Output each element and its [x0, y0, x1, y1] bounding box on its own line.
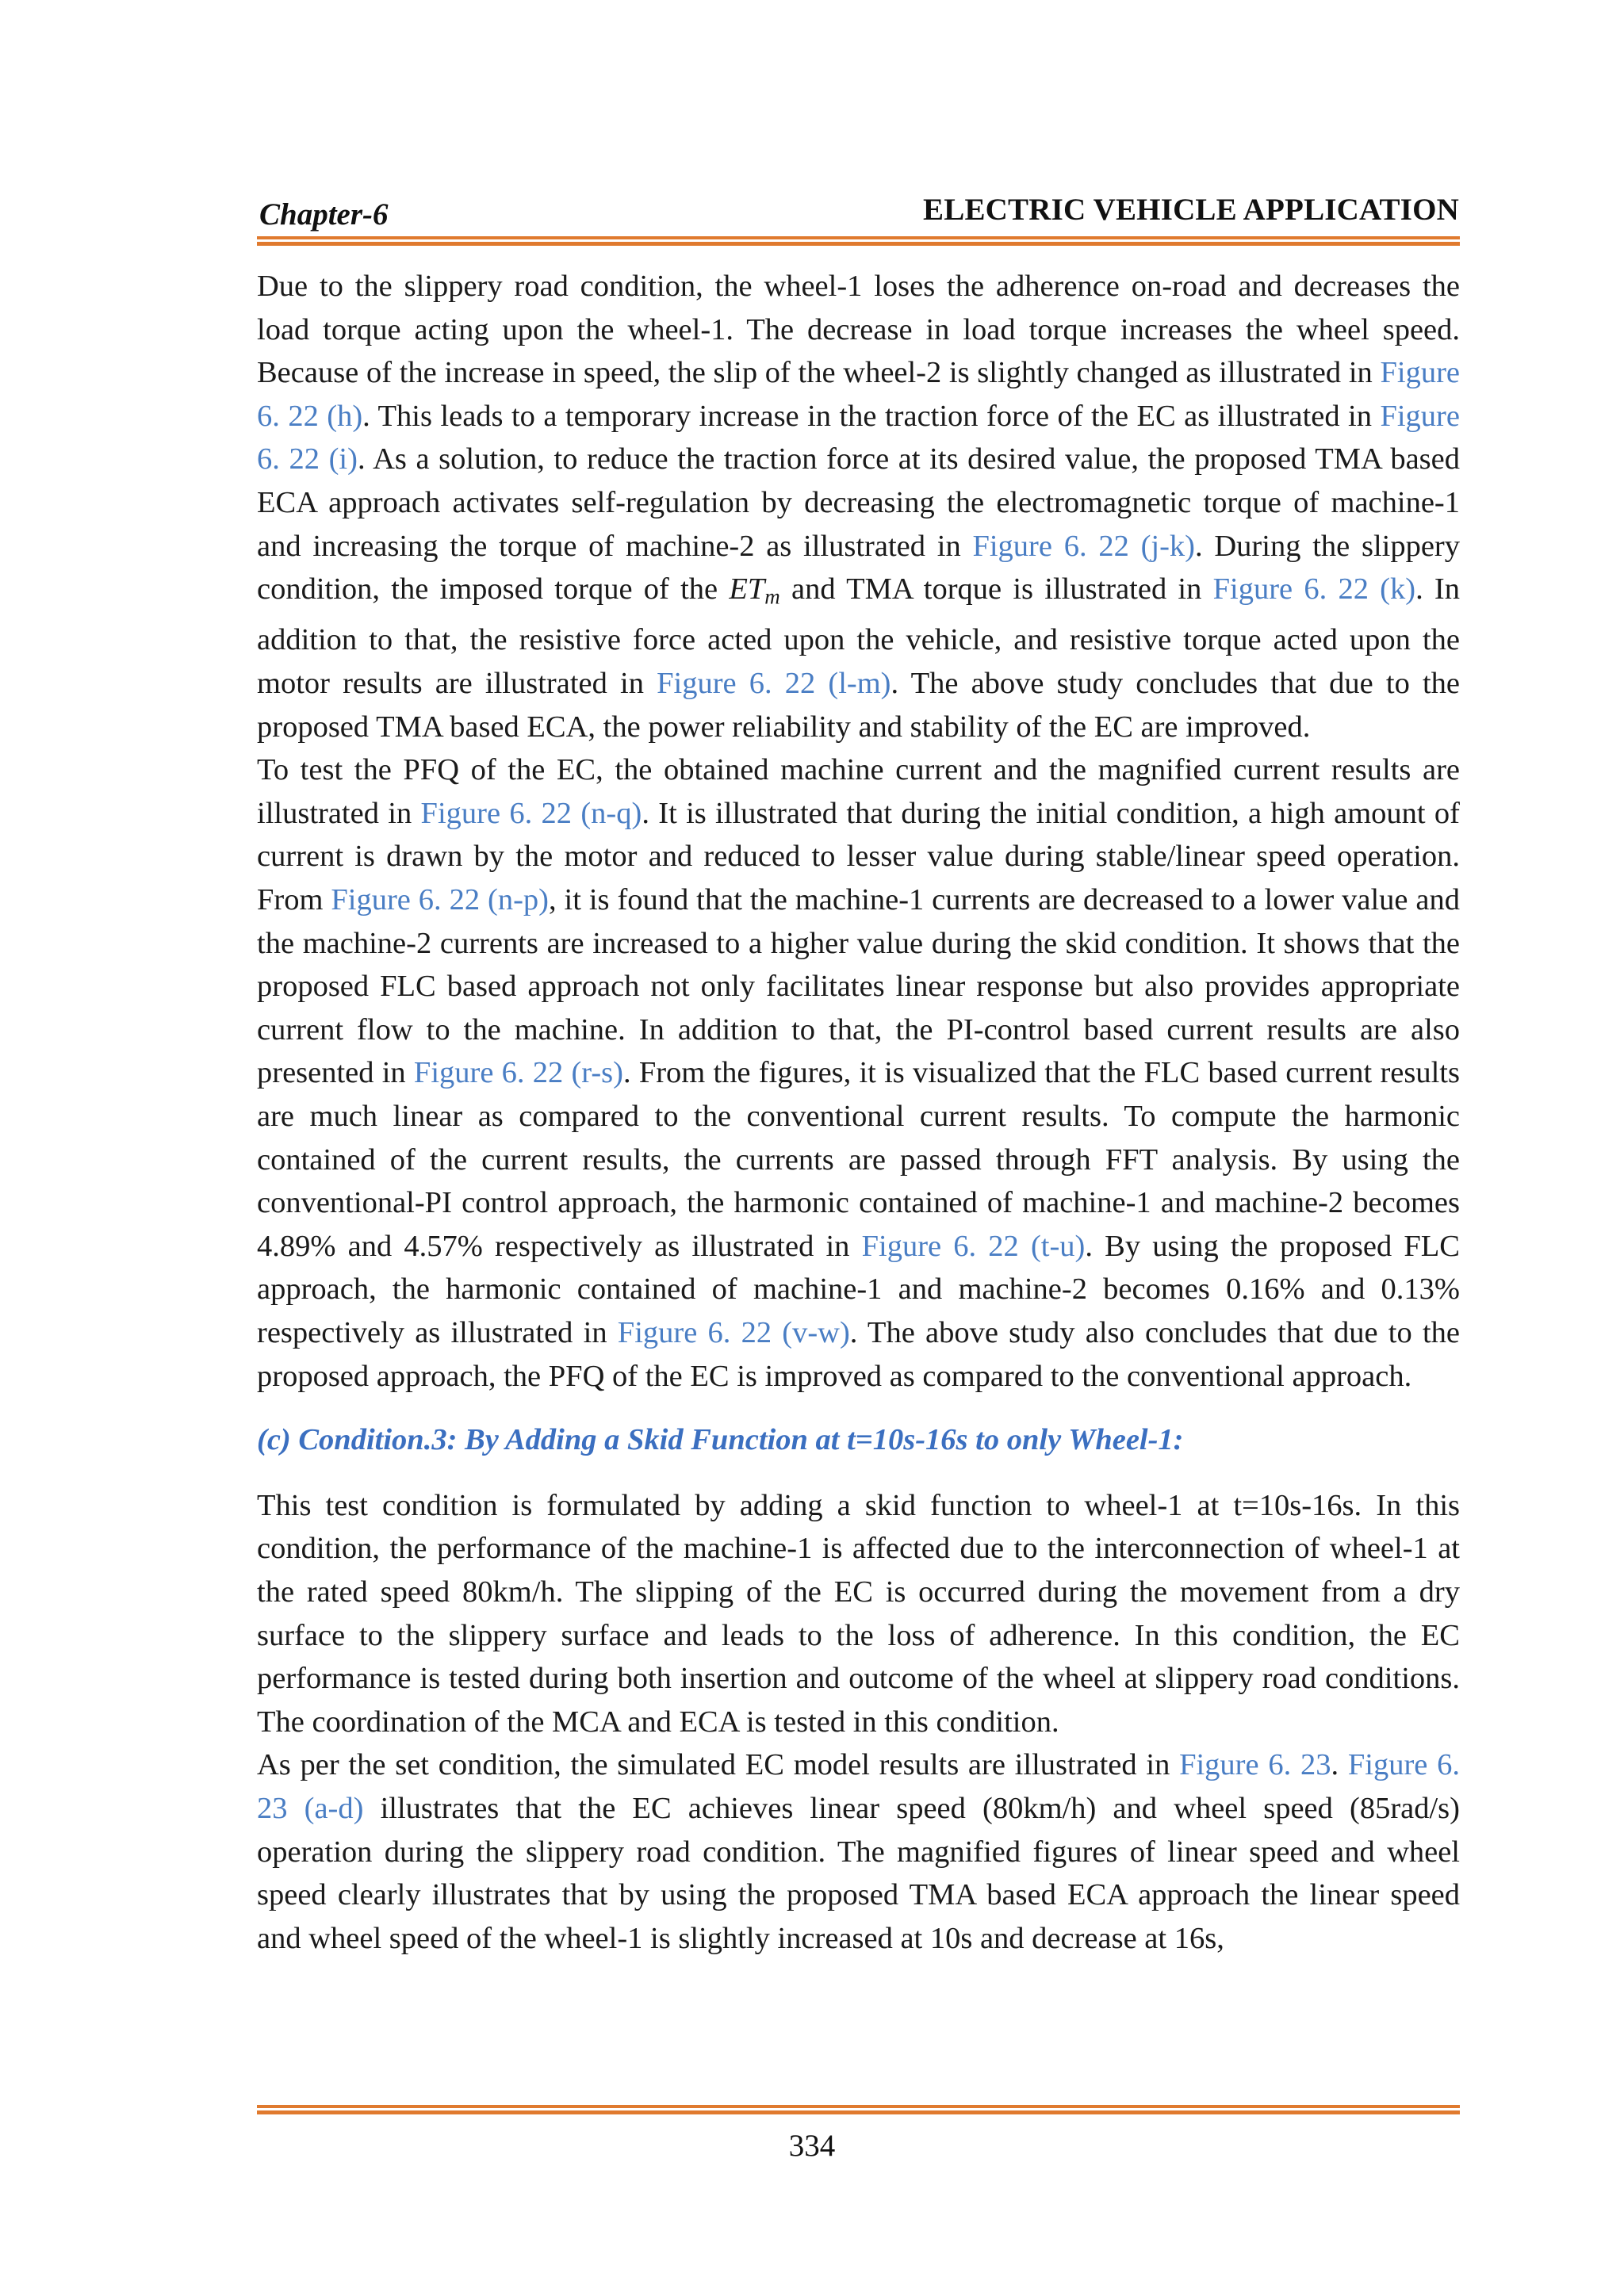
figure-link[interactable]: Figure 6. 22 (t-u): [861, 1229, 1086, 1263]
text-run: .: [1331, 1748, 1348, 1782]
page-body: [257, 265, 1460, 1960]
text-run: . As a solution, to reduce the traction force at its desired value, the proposed TMA based ECA approach activates self-regulation by decreasing the electromagnetic torque of machine-1 and increasing the torque of machine-2 as illustrated in: [257, 442, 1460, 563]
text-run: . The above study concludes that due to the proposed TMA based ECA, the power reliability and stability of the EC are improved.: [257, 667, 1461, 744]
text-run: As per the set condition, the simulated EC model results are illustrated in: [257, 1748, 1180, 1782]
paragraph: [257, 1484, 1460, 1744]
figure-link[interactable]: Figure 6. 22 (n-q): [420, 796, 642, 830]
text-run: . This leads to a temporary increase in the traction force of the EC as illustrated in: [362, 399, 1381, 433]
text-run: , it is found that the machine-1 currents are decreased to a lower value and the machine-2 currents are increased to a higher value during the skid condition. It shows that the proposed FLC based approach not only facilitates linear response but also provides appropriate current flow to the machine. In addition to that, the PI-control based current results are also presented in: [257, 883, 1461, 1090]
text-run: Due to the slippery road condition, the wheel-1 loses the adherence on-road and decreases the load torque acting upon the wheel-1. The decrease in load torque increases the wheel speed. Because of the increase in speed, the slip of the wheel-2 is slightly changed as illustrated in: [257, 270, 1460, 390]
paragraph: [257, 748, 1460, 1398]
text-run: . By using the proposed FLC approach, the harmonic contained of machine-1 and machine-2 becomes 0.16% and 0.13% respectively as illustrated in: [257, 1229, 1460, 1349]
figure-link[interactable]: Figure 6. 22 (i): [257, 399, 1460, 476]
chapter-title: ELECTRIC VEHICLE APPLICATION: [923, 193, 1459, 227]
footer-divider: [257, 2105, 1460, 2114]
text-run: and TMA torque is illustrated in: [779, 572, 1213, 607]
text-run: . The above study also concludes that due to the proposed approach, the PFQ of the EC is improved as compared to the conventional approach.: [257, 1315, 1460, 1393]
text-run: . During the slippery condition, the imposed torque of the: [257, 529, 1461, 607]
figure-link[interactable]: Figure 6. 22 (n-p): [331, 883, 549, 917]
paragraph: [257, 1743, 1460, 1960]
figure-link[interactable]: Figure 6. 22 (l-m): [657, 667, 891, 701]
figure-link[interactable]: Figure 6. 23: [1179, 1748, 1331, 1782]
text-run: . In addition to that, the resistive force acted upon the vehicle, and resistive torque acted upon the motor results are illustrated in: [257, 572, 1460, 701]
figure-link[interactable]: Figure 6. 22 (k): [1212, 572, 1416, 607]
text-run: illustrates that the EC achieves linear speed (80km/h) and wheel speed (85rad/s) operation during the slippery road condition. The magnified figures of linear speed and wheel speed clearly illustrates that by using the proposed TMA based ECA approach the linear speed and wheel speed of the wheel-1 is slightly increased at 10s and decrease at 16s,: [257, 1791, 1460, 1955]
figure-link[interactable]: Figure 6. 22 (h): [257, 356, 1460, 433]
text-run: This test condition is formulated by adding a skid function to wheel-1 at t=10s-16s. In this condition, the performance of the machine-1 is affected due to the interconnection of wheel-1 at the rated speed 80km/h. The slipping of the EC is occurred during the movement from a dry surface to the slippery surface and leads to the loss of adherence. In this condition, the EC performance is tested during both insertion and outcome of the wheel at slippery road conditions. The coordination of the MCA and ECA is tested in this condition.: [257, 1488, 1460, 1739]
figure-link[interactable]: Figure 6. 22 (j-k): [972, 529, 1195, 563]
text-run: . From the figures, it is visualized that the FLC based current results are much linear as compared to the conventional current results. To compute the harmonic contained of the current results, the currents are passed through FFT analysis. By using the conventional-PI control approach, the harmonic contained of machine-1 and machine-2 becomes 4.89% and 4.57% respectively as illustrated in: [257, 1056, 1460, 1263]
figure-link[interactable]: Figure 6. 22 (v-w): [617, 1315, 850, 1349]
page-number: 334: [788, 2129, 836, 2163]
text-run: . It is illustrated that during the initial condition, a high amount of current is drawn by the motor and reduced to lesser value during stable/linear speed operation. From: [257, 796, 1461, 917]
chapter-label: Chapter-6: [259, 197, 389, 232]
figure-link[interactable]: Figure 6. 23 (a-d): [257, 1748, 1460, 1825]
header-divider: [257, 236, 1460, 246]
figure-link[interactable]: Figure 6. 22 (r-s): [413, 1056, 623, 1090]
paragraph: [257, 265, 1460, 748]
symbol-et: $ET_m$: [729, 572, 780, 609]
section-heading: (c) Condition.3: By Adding a Skid Function at t=10s-16s to only Wheel-1:: [257, 1423, 1184, 1457]
text-run: To test the PFQ of the EC, the obtained machine current and the magnified current results are illustrated in: [257, 753, 1460, 830]
